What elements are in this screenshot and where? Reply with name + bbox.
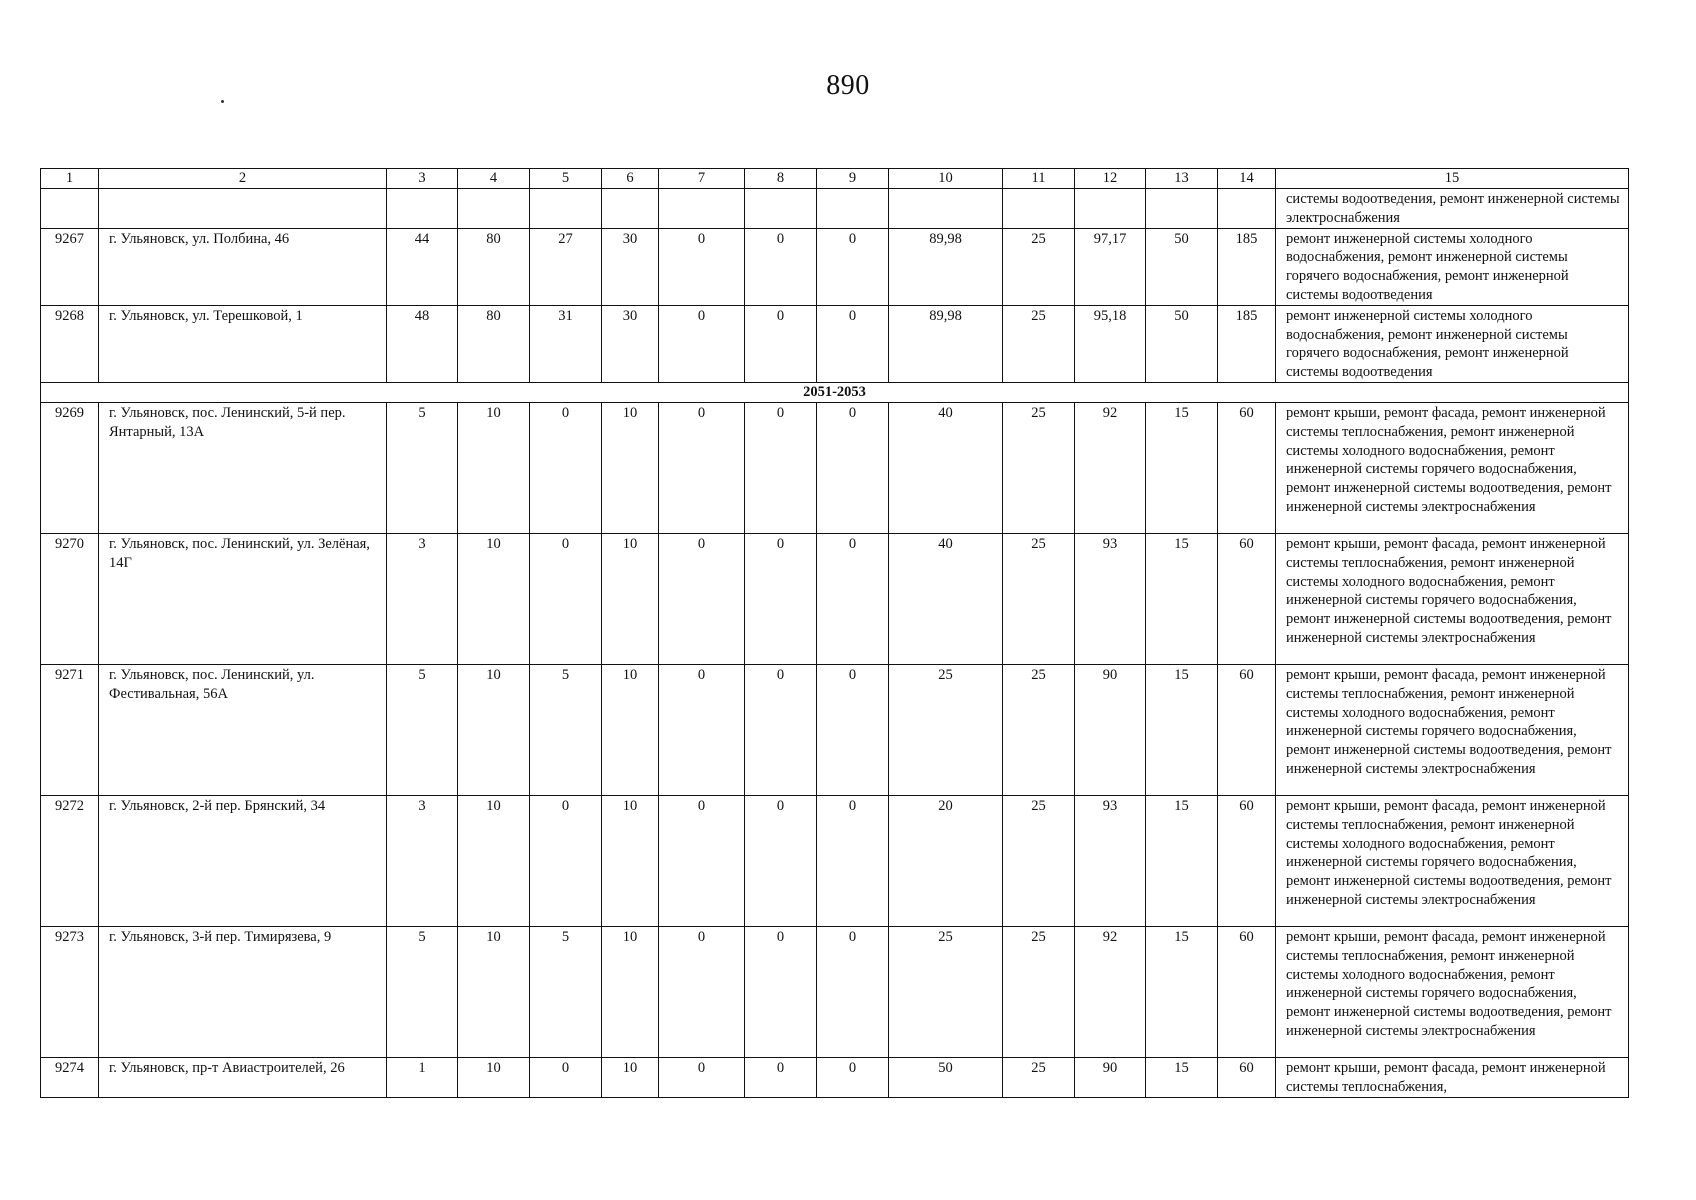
works-cell: ремонт инженерной системы холодного водоснабжения, ремонт инженерной системы горячего водоснабжения, ремонт инженерной системы водоотведения <box>1276 305 1629 382</box>
value-cell-c10: 25 <box>889 926 1003 1057</box>
address-cell: г. Ульяновск, пос. Ленинский, ул. Фестивальная, 56А <box>99 664 387 795</box>
value-cell-c14: 60 <box>1218 533 1276 664</box>
table-body <box>41 169 1629 1098</box>
period-row <box>41 382 1629 402</box>
column-header: 15 <box>1276 169 1629 189</box>
value-cell-c7: 0 <box>659 533 745 664</box>
value-cell-c11: 25 <box>1003 795 1075 926</box>
value-cell-c8: 0 <box>745 228 817 305</box>
value-cell-c6: 10 <box>602 795 659 926</box>
value-cell-c4: 80 <box>458 305 530 382</box>
address-cell: г. Ульяновск, пос. Ленинский, ул. Зелёная, 14Г <box>99 533 387 664</box>
table-row <box>41 926 1629 1057</box>
address-cell: г. Ульяновск, ул. Полбина, 46 <box>99 228 387 305</box>
value-cell-c7: 0 <box>659 664 745 795</box>
value-cell-c14: 185 <box>1218 305 1276 382</box>
value-cell-c9: 0 <box>817 1057 889 1097</box>
works-cell: системы водоотведения, ремонт инженерной системы электроснабжения <box>1276 189 1629 229</box>
value-cell-c7: 0 <box>659 402 745 533</box>
value-cell-c3: 5 <box>387 402 458 533</box>
works-cell: ремонт крыши, ремонт фасада, ремонт инженерной системы теплоснабжения, <box>1276 1057 1629 1097</box>
column-number-header-row <box>41 169 1629 189</box>
value-cell-c10: 25 <box>889 664 1003 795</box>
row-id-cell: 9272 <box>41 795 99 926</box>
value-cell-c12: 93 <box>1075 795 1146 926</box>
value-cell-c13: 15 <box>1146 533 1218 664</box>
value-cell-c9: 0 <box>817 664 889 795</box>
value-cell-c6: 10 <box>602 402 659 533</box>
value-cell-c8: 0 <box>745 795 817 926</box>
value-cell-c5: 0 <box>530 795 602 926</box>
value-cell-c14: 60 <box>1218 402 1276 533</box>
empty-cell <box>817 189 889 229</box>
table-row <box>41 228 1629 305</box>
column-header: 11 <box>1003 169 1075 189</box>
period-label: 2051-2053 <box>41 382 1629 402</box>
value-cell-c7: 0 <box>659 795 745 926</box>
value-cell-c4: 10 <box>458 402 530 533</box>
value-cell-c11: 25 <box>1003 305 1075 382</box>
value-cell-c9: 0 <box>817 305 889 382</box>
value-cell-c6: 10 <box>602 664 659 795</box>
value-cell-c10: 89,98 <box>889 228 1003 305</box>
value-cell-c3: 5 <box>387 926 458 1057</box>
value-cell-c9: 0 <box>817 402 889 533</box>
value-cell-c12: 97,17 <box>1075 228 1146 305</box>
table-row <box>41 305 1629 382</box>
table-row <box>41 1057 1629 1097</box>
scan-artifact-dot <box>221 100 224 103</box>
column-header: 9 <box>817 169 889 189</box>
value-cell-c11: 25 <box>1003 228 1075 305</box>
value-cell-c5: 31 <box>530 305 602 382</box>
value-cell-c12: 92 <box>1075 402 1146 533</box>
value-cell-c6: 30 <box>602 305 659 382</box>
value-cell-c6: 10 <box>602 926 659 1057</box>
value-cell-c4: 10 <box>458 1057 530 1097</box>
works-cell: ремонт крыши, ремонт фасада, ремонт инженерной системы теплоснабжения, ремонт инженерной системы холодного водоснабжения, ремонт инженерной системы горячего водоснабжения, ремонт инженерной системы водоотведения, ремонт инженерной системы электроснабжения <box>1276 664 1629 795</box>
value-cell-c12: 90 <box>1075 664 1146 795</box>
empty-cell <box>387 189 458 229</box>
value-cell-c4: 10 <box>458 795 530 926</box>
works-cell: ремонт крыши, ремонт фасада, ремонт инженерной системы теплоснабжения, ремонт инженерной системы холодного водоснабжения, ремонт инженерной системы горячего водоснабжения, ремонт инженерной системы водоотведения, ремонт инженерной системы электроснабжения <box>1276 926 1629 1057</box>
value-cell-c8: 0 <box>745 664 817 795</box>
address-cell: г. Ульяновск, ул. Терешковой, 1 <box>99 305 387 382</box>
value-cell-c8: 0 <box>745 533 817 664</box>
value-cell-c13: 15 <box>1146 1057 1218 1097</box>
empty-cell <box>1075 189 1146 229</box>
value-cell-c5: 5 <box>530 926 602 1057</box>
column-header: 12 <box>1075 169 1146 189</box>
empty-cell <box>458 189 530 229</box>
value-cell-c3: 3 <box>387 533 458 664</box>
value-cell-c3: 44 <box>387 228 458 305</box>
value-cell-c9: 0 <box>817 533 889 664</box>
continuation-row <box>41 189 1629 229</box>
value-cell-c7: 0 <box>659 228 745 305</box>
empty-cell <box>659 189 745 229</box>
value-cell-c8: 0 <box>745 402 817 533</box>
table-row <box>41 795 1629 926</box>
address-cell: г. Ульяновск, пр-т Авиастроителей, 26 <box>99 1057 387 1097</box>
column-header: 2 <box>99 169 387 189</box>
value-cell-c3: 5 <box>387 664 458 795</box>
column-header: 10 <box>889 169 1003 189</box>
value-cell-c9: 0 <box>817 228 889 305</box>
value-cell-c4: 10 <box>458 664 530 795</box>
value-cell-c3: 48 <box>387 305 458 382</box>
column-header: 13 <box>1146 169 1218 189</box>
value-cell-c9: 0 <box>817 795 889 926</box>
table-row <box>41 402 1629 533</box>
column-header: 3 <box>387 169 458 189</box>
repair-schedule-table-container <box>40 168 1628 1098</box>
works-cell: ремонт крыши, ремонт фасада, ремонт инженерной системы теплоснабжения, ремонт инженерной системы холодного водоснабжения, ремонт инженерной системы горячего водоснабжения, ремонт инженерной системы водоотведения, ремонт инженерной системы электроснабжения <box>1276 402 1629 533</box>
row-id-cell: 9267 <box>41 228 99 305</box>
value-cell-c11: 25 <box>1003 1057 1075 1097</box>
row-id-cell: 9269 <box>41 402 99 533</box>
value-cell-c14: 60 <box>1218 1057 1276 1097</box>
empty-cell <box>602 189 659 229</box>
address-cell: г. Ульяновск, 3-й пер. Тимирязева, 9 <box>99 926 387 1057</box>
value-cell-c6: 30 <box>602 228 659 305</box>
value-cell-c9: 0 <box>817 926 889 1057</box>
empty-cell <box>1003 189 1075 229</box>
row-id-cell: 9273 <box>41 926 99 1057</box>
column-header: 8 <box>745 169 817 189</box>
value-cell-c14: 185 <box>1218 228 1276 305</box>
value-cell-c7: 0 <box>659 926 745 1057</box>
value-cell-c10: 50 <box>889 1057 1003 1097</box>
value-cell-c6: 10 <box>602 1057 659 1097</box>
value-cell-c5: 0 <box>530 533 602 664</box>
value-cell-c13: 15 <box>1146 926 1218 1057</box>
value-cell-c8: 0 <box>745 1057 817 1097</box>
value-cell-c7: 0 <box>659 1057 745 1097</box>
value-cell-c14: 60 <box>1218 926 1276 1057</box>
value-cell-c11: 25 <box>1003 926 1075 1057</box>
works-cell: ремонт крыши, ремонт фасада, ремонт инженерной системы теплоснабжения, ремонт инженерной системы холодного водоснабжения, ремонт инженерной системы горячего водоснабжения, ремонт инженерной системы водоотведения, ремонт инженерной системы электроснабжения <box>1276 795 1629 926</box>
page-number: 890 <box>826 70 870 101</box>
row-id-cell: 9268 <box>41 305 99 382</box>
address-cell: г. Ульяновск, пос. Ленинский, 5-й пер. Янтарный, 13А <box>99 402 387 533</box>
value-cell-c14: 60 <box>1218 664 1276 795</box>
value-cell-c13: 15 <box>1146 664 1218 795</box>
value-cell-c12: 90 <box>1075 1057 1146 1097</box>
value-cell-c10: 20 <box>889 795 1003 926</box>
value-cell-c5: 27 <box>530 228 602 305</box>
value-cell-c11: 25 <box>1003 664 1075 795</box>
value-cell-c7: 0 <box>659 305 745 382</box>
value-cell-c4: 10 <box>458 926 530 1057</box>
row-id-cell: 9274 <box>41 1057 99 1097</box>
value-cell-c10: 40 <box>889 533 1003 664</box>
empty-cell <box>41 189 99 229</box>
value-cell-c13: 15 <box>1146 402 1218 533</box>
works-cell: ремонт инженерной системы холодного водоснабжения, ремонт инженерной системы горячего водоснабжения, ремонт инженерной системы водоотведения <box>1276 228 1629 305</box>
value-cell-c13: 50 <box>1146 305 1218 382</box>
value-cell-c8: 0 <box>745 305 817 382</box>
value-cell-c12: 95,18 <box>1075 305 1146 382</box>
empty-cell <box>530 189 602 229</box>
value-cell-c14: 60 <box>1218 795 1276 926</box>
column-header: 7 <box>659 169 745 189</box>
column-header: 6 <box>602 169 659 189</box>
empty-cell <box>745 189 817 229</box>
table-row <box>41 664 1629 795</box>
column-header: 1 <box>41 169 99 189</box>
value-cell-c4: 10 <box>458 533 530 664</box>
empty-cell <box>1146 189 1218 229</box>
row-id-cell: 9270 <box>41 533 99 664</box>
column-header: 14 <box>1218 169 1276 189</box>
value-cell-c3: 3 <box>387 795 458 926</box>
value-cell-c5: 5 <box>530 664 602 795</box>
value-cell-c10: 89,98 <box>889 305 1003 382</box>
value-cell-c5: 0 <box>530 402 602 533</box>
works-cell: ремонт крыши, ремонт фасада, ремонт инженерной системы теплоснабжения, ремонт инженерной системы холодного водоснабжения, ремонт инженерной системы горячего водоснабжения, ремонт инженерной системы водоотведения, ремонт инженерной системы электроснабжения <box>1276 533 1629 664</box>
row-id-cell: 9271 <box>41 664 99 795</box>
address-cell: г. Ульяновск, 2-й пер. Брянский, 34 <box>99 795 387 926</box>
value-cell-c5: 0 <box>530 1057 602 1097</box>
column-header: 5 <box>530 169 602 189</box>
value-cell-c3: 1 <box>387 1057 458 1097</box>
value-cell-c13: 50 <box>1146 228 1218 305</box>
value-cell-c12: 93 <box>1075 533 1146 664</box>
repair-schedule-table <box>40 168 1629 1098</box>
value-cell-c8: 0 <box>745 926 817 1057</box>
empty-cell <box>889 189 1003 229</box>
empty-cell <box>1218 189 1276 229</box>
empty-cell <box>99 189 387 229</box>
table-row <box>41 533 1629 664</box>
value-cell-c11: 25 <box>1003 533 1075 664</box>
value-cell-c6: 10 <box>602 533 659 664</box>
value-cell-c11: 25 <box>1003 402 1075 533</box>
column-header: 4 <box>458 169 530 189</box>
value-cell-c12: 92 <box>1075 926 1146 1057</box>
value-cell-c13: 15 <box>1146 795 1218 926</box>
value-cell-c4: 80 <box>458 228 530 305</box>
value-cell-c10: 40 <box>889 402 1003 533</box>
